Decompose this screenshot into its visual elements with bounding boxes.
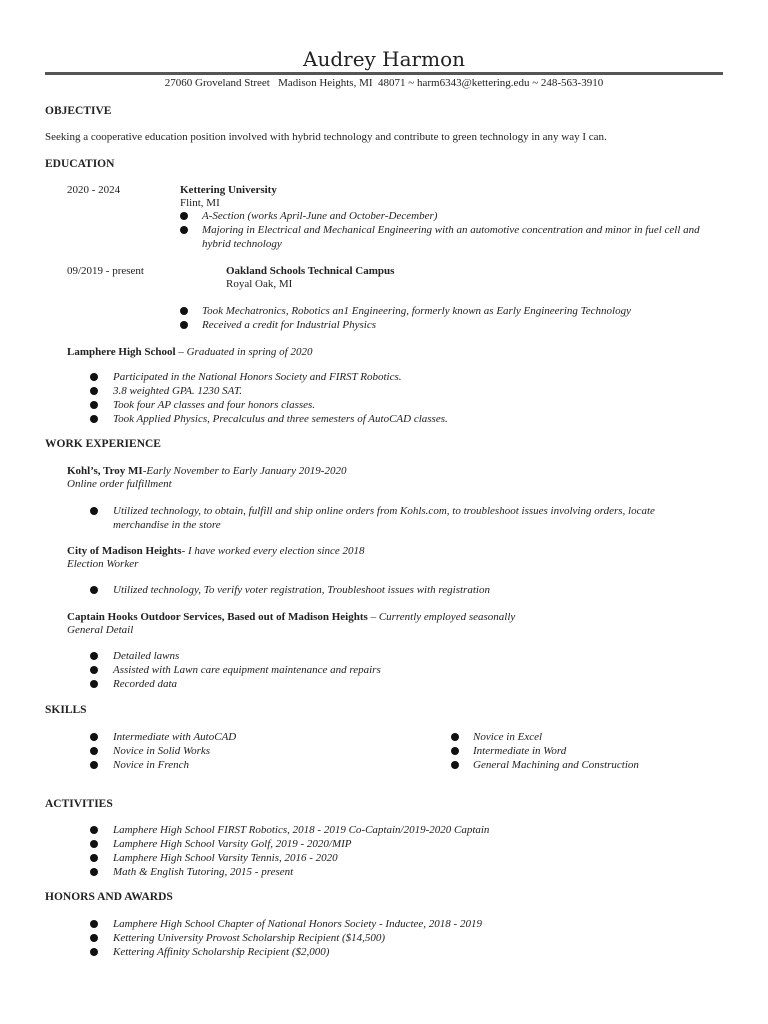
activities-list — [90, 823, 710, 879]
kettering-location: Flint, MI — [180, 197, 220, 209]
honors-list — [90, 917, 710, 959]
list-item: Novice in French — [90, 758, 420, 772]
oakland-location: Royal Oak, MI — [226, 278, 293, 290]
list-item: Intermediate in Word — [451, 744, 731, 758]
captain-role: General Detail — [67, 624, 134, 636]
list-item: Lamphere High School Chapter of National Honors Society - Inductee, 2018 - 2019 — [90, 917, 710, 931]
list-item: Lamphere High School Varsity Golf, 2019 - 2020/MIP — [90, 837, 710, 851]
oakland-dates: 09/2019 - present — [67, 265, 144, 277]
lamphere-bullets — [90, 370, 710, 426]
kettering-dates: 2020 - 2024 — [67, 184, 121, 196]
kohls-employer: Kohl’s, Troy MI — [67, 465, 143, 477]
contact-info: 27060 Groveland Street Madison Heights, MI 48071 ~ harm6343@kettering.edu ~ 248-563-3910 — [164, 77, 604, 89]
madison-dates: - I have worked every election since 2018 — [181, 545, 365, 557]
list-item: Took four AP classes and four honors classes. — [90, 398, 710, 412]
list-item: Lamphere High School FIRST Robotics, 2018 - 2019 Co-Captain/2019-2020 Captain — [90, 823, 710, 837]
objective-text: Seeking a cooperative education position involved with hybrid technology and contribute to green technology in any way I can. — [45, 131, 607, 143]
list-item: Took Mechatronics, Robotics an1 Engineering, formerly known as Early Engineering Technology — [180, 304, 725, 318]
madison-line — [67, 544, 365, 558]
madison-role: Election Worker — [67, 558, 139, 570]
list-item: Intermediate with AutoCAD — [90, 730, 420, 744]
list-item: Assisted with Lawn care equipment maintenance and repairs — [90, 663, 710, 677]
lamphere-school: Lamphere High School — [67, 346, 176, 358]
kohls-role: Online order fulfillment — [67, 478, 172, 490]
kettering-bullets — [180, 209, 725, 251]
kohls-bullets — [90, 504, 710, 532]
resume-name: Audrey Harmon — [303, 47, 465, 71]
honors-heading: HONORS AND AWARDS — [45, 891, 173, 903]
list-item: Novice in Excel — [451, 730, 731, 744]
list-item: Utilized technology, to obtain, fulfill and ship online orders from Kohls.com, to troubleshoot issues involving orders, locate merchandise in the store — [90, 504, 710, 532]
list-item: 3.8 weighted GPA. 1230 SAT. — [90, 384, 710, 398]
list-item: Detailed lawns — [90, 649, 710, 663]
list-item: Lamphere High School Varsity Tennis, 2016 - 2020 — [90, 851, 710, 865]
list-item: Majoring in Electrical and Mechanical Engineering with an automotive concentration and minor in fuel cell and hybrid technology — [180, 223, 725, 251]
captain-employer: Captain Hooks Outdoor Services, Based out of Madison Heights — [67, 611, 368, 623]
list-item: Received a credit for Industrial Physics — [180, 318, 725, 332]
list-item: Kettering University Provost Scholarship Recipient ($14,500) — [90, 931, 710, 945]
activities-heading: ACTIVITIES — [45, 798, 113, 810]
list-item: Kettering Affinity Scholarship Recipient ($2,000) — [90, 945, 710, 959]
list-item: Utilized technology, To verify voter registration, Troubleshoot issues with registration — [90, 583, 710, 597]
header-divider — [45, 72, 723, 75]
skills-right — [451, 730, 731, 772]
list-item: Took Applied Physics, Precalculus and three semesters of AutoCAD classes. — [90, 412, 710, 426]
madison-employer: City of Madison Heights — [67, 545, 182, 557]
madison-bullets — [90, 583, 710, 597]
work-heading: WORK EXPERIENCE — [45, 438, 161, 450]
oakland-bullets — [180, 304, 725, 332]
list-item: Recorded data — [90, 677, 710, 691]
list-item: General Machining and Construction — [451, 758, 731, 772]
oakland-school: Oakland Schools Technical Campus — [226, 265, 395, 277]
skills-left — [90, 730, 420, 772]
list-item: Math & English Tutoring, 2015 - present — [90, 865, 710, 879]
list-item: Novice in Solid Works — [90, 744, 420, 758]
captain-line — [67, 610, 515, 624]
list-item: Participated in the National Honors Society and FIRST Robotics. — [90, 370, 710, 384]
objective-heading: OBJECTIVE — [45, 105, 112, 117]
skills-heading: SKILLS — [45, 704, 87, 716]
captain-bullets — [90, 649, 710, 691]
captain-dates: – Currently employed seasonally — [367, 611, 516, 623]
education-heading: EDUCATION — [45, 158, 115, 170]
kettering-school: Kettering University — [180, 184, 277, 196]
kohls-line — [67, 464, 346, 478]
kohls-dates: -Early November to Early January 2019-2020 — [142, 465, 347, 477]
list-item: A-Section (works April-June and October-December) — [180, 209, 725, 223]
lamphere-line — [67, 345, 313, 359]
lamphere-note: – Graduated in spring of 2020 — [175, 346, 313, 358]
